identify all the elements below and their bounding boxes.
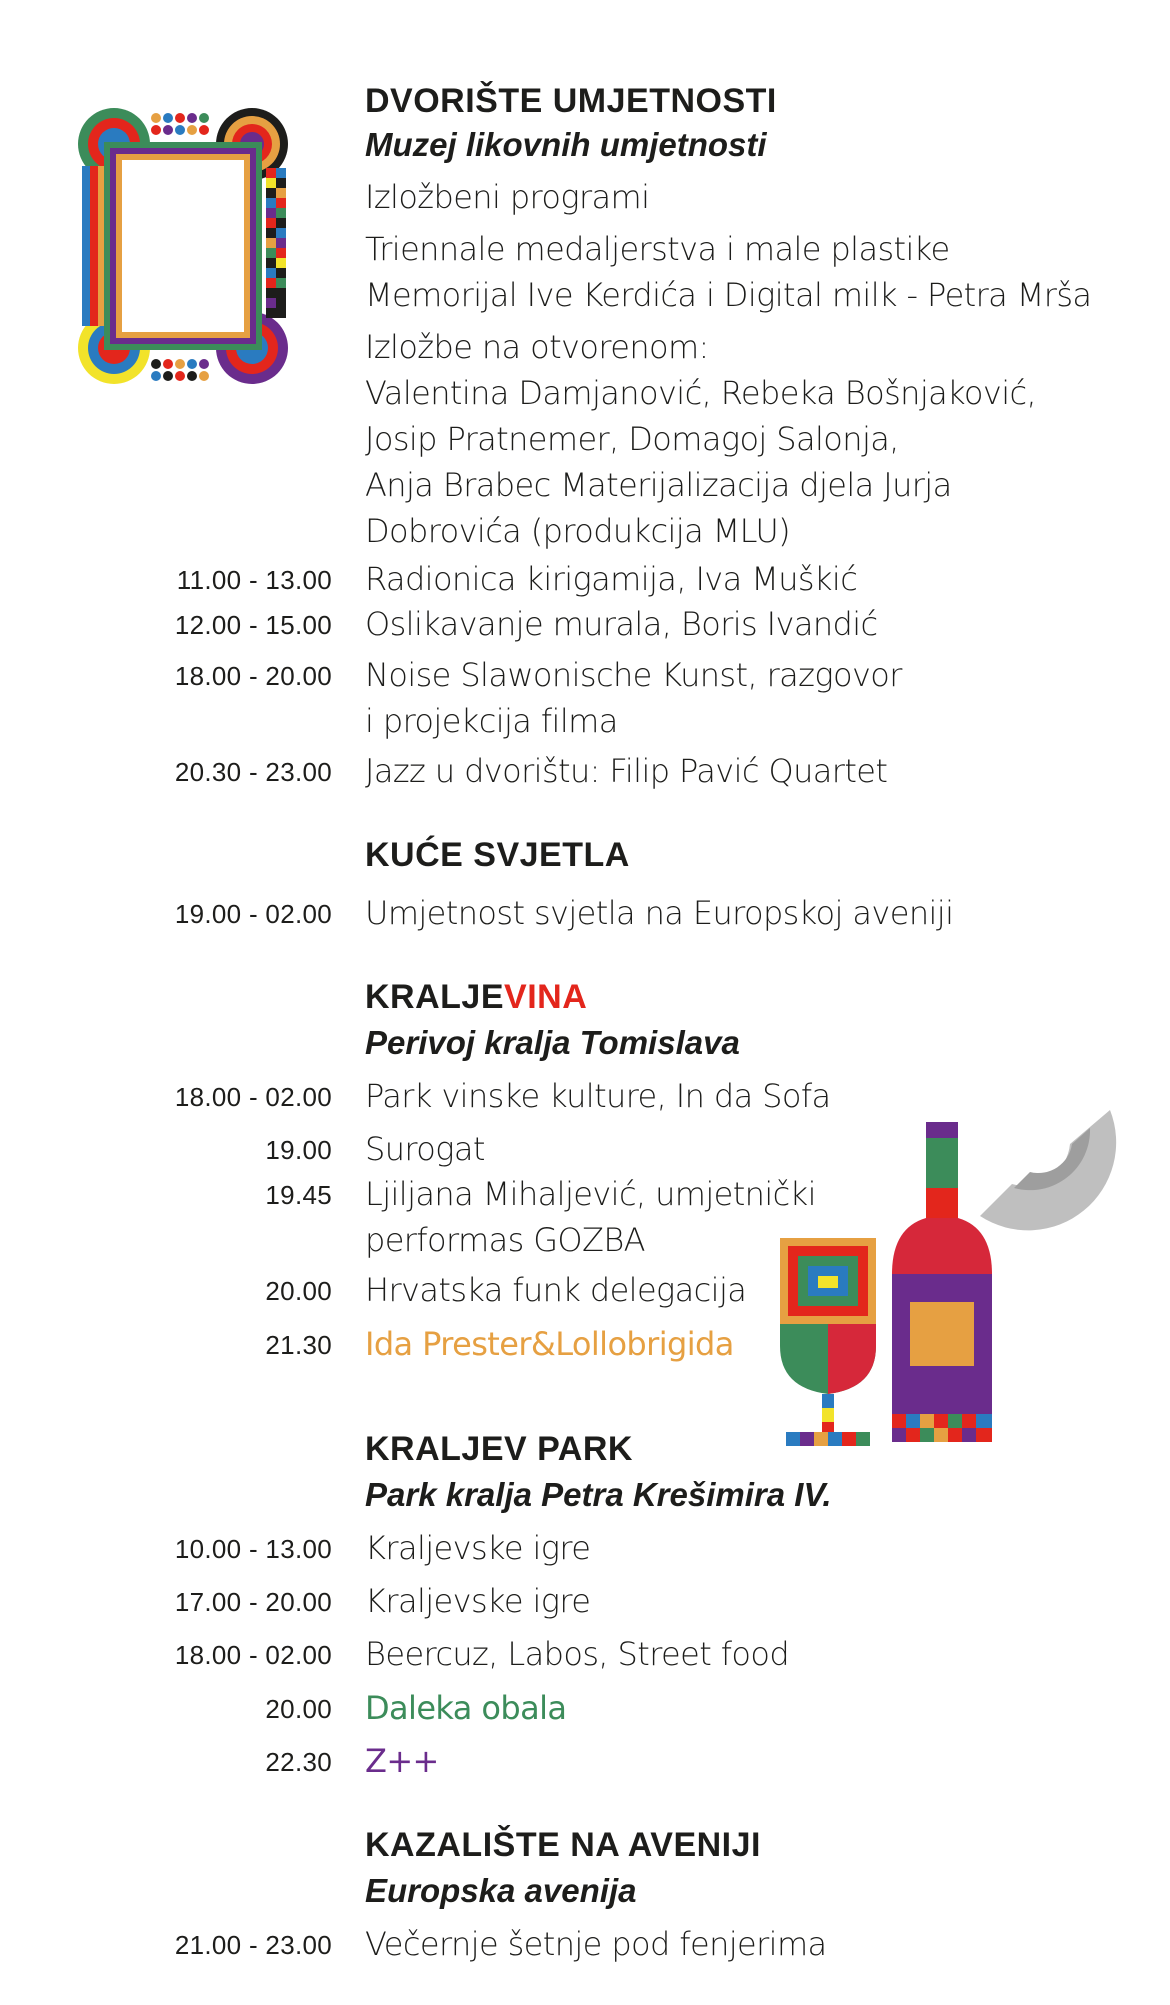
event-time: 20.00 [265, 1694, 332, 1724]
venue-kazaliste: Europska avenija [365, 1872, 637, 1909]
event-time: 22.30 [265, 1747, 332, 1777]
wine-bottle-glass-icon [780, 1088, 1120, 1468]
title-part-accent: VINA [504, 978, 588, 1016]
event-time: 21.30 [265, 1330, 332, 1360]
info-line: Dobrovića (produkcija MLU) [365, 512, 791, 550]
event-text-highlight: Z++ [365, 1742, 439, 1780]
event-text: Kraljevske igre [365, 1582, 591, 1620]
event-time: 20.00 [265, 1276, 332, 1306]
section-title-dvoriste: DVORIŠTE UMJETNOSTI [365, 82, 777, 120]
picture-frame-icon [76, 106, 290, 386]
event-text: Surogat [365, 1130, 485, 1168]
venue-dvoriste: Muzej likovnih umjetnosti [365, 126, 767, 163]
venue-kraljevina: Perivoj kralja Tomislava [365, 1024, 740, 1061]
info-line: Izložbe na otvorenom: [365, 328, 709, 366]
event-text: Oslikavanje murala, Boris Ivandić [365, 605, 878, 643]
event-text: Večernje šetnje pod fenjerima [365, 1925, 827, 1963]
event-time: 18.00 - 20.00 [174, 661, 332, 691]
venue-kraljev-park: Park kralja Petra Krešimira IV. [365, 1476, 832, 1513]
event-time: 19.45 [265, 1180, 332, 1210]
event-text: Ljiljana Mihaljević, umjetnički [365, 1175, 816, 1213]
title-part: KRALJE [365, 978, 505, 1016]
event-time: 18.00 - 02.00 [174, 1640, 332, 1670]
info-line: Izložbeni programi [365, 178, 650, 216]
event-time: 21.00 - 23.00 [174, 1930, 332, 1960]
event-time: 11.00 - 13.00 [176, 565, 332, 595]
event-text: Noise Slawonische Kunst, razgovor [365, 656, 902, 694]
section-title-kazaliste: KAZALIŠTE NA AVENIJI [365, 1826, 761, 1864]
event-text: Jazz u dvorištu: Filip Pavić Quartet [365, 752, 888, 790]
event-text: Radionica kirigamija, Iva Muškić [365, 560, 858, 598]
event-time: 18.00 - 02.00 [174, 1082, 332, 1112]
event-time: 12.00 - 15.00 [174, 610, 332, 640]
section-title-kuce: KUĆE SVJETLA [365, 836, 630, 874]
event-text: Beercuz, Labos, Street food [365, 1635, 790, 1673]
info-line: Memorijal Ive Kerdića i Digital milk - Petra Mrša [365, 276, 1092, 314]
info-line: Josip Pratnemer, Domagoj Salonja, [365, 420, 899, 458]
info-line: Triennale medaljerstva i male plastike [365, 230, 950, 268]
event-text-continued: performas GOZBA [365, 1221, 645, 1259]
event-text: Umjetnost svjetla na Europskoj aveniji [365, 894, 954, 932]
event-text: Kraljevske igre [365, 1529, 591, 1567]
section-title-kraljevina [365, 978, 587, 1017]
info-line: Valentina Damjanović, Rebeka Bošnjaković, [365, 374, 1037, 412]
event-text: Hrvatska funk delegacija [365, 1271, 747, 1309]
event-time: 19.00 [265, 1135, 332, 1165]
event-text-continued: i projekcija filma [365, 702, 618, 740]
section-title-kraljev-park: KRALJEV PARK [365, 1430, 633, 1468]
event-text: Park vinske kulture, In da Sofa [365, 1077, 831, 1115]
info-line: Anja Brabec Materijalizacija djela Jurja [365, 466, 952, 504]
event-time: 17.00 - 20.00 [174, 1587, 332, 1617]
event-time: 10.00 - 13.00 [174, 1534, 332, 1564]
event-text-highlight: Ida Prester&Lollobrigida [365, 1325, 734, 1363]
event-text-highlight: Daleka obala [365, 1689, 567, 1727]
event-time: 19.00 - 02.00 [174, 899, 332, 929]
event-time: 20.30 - 23.00 [174, 757, 332, 787]
